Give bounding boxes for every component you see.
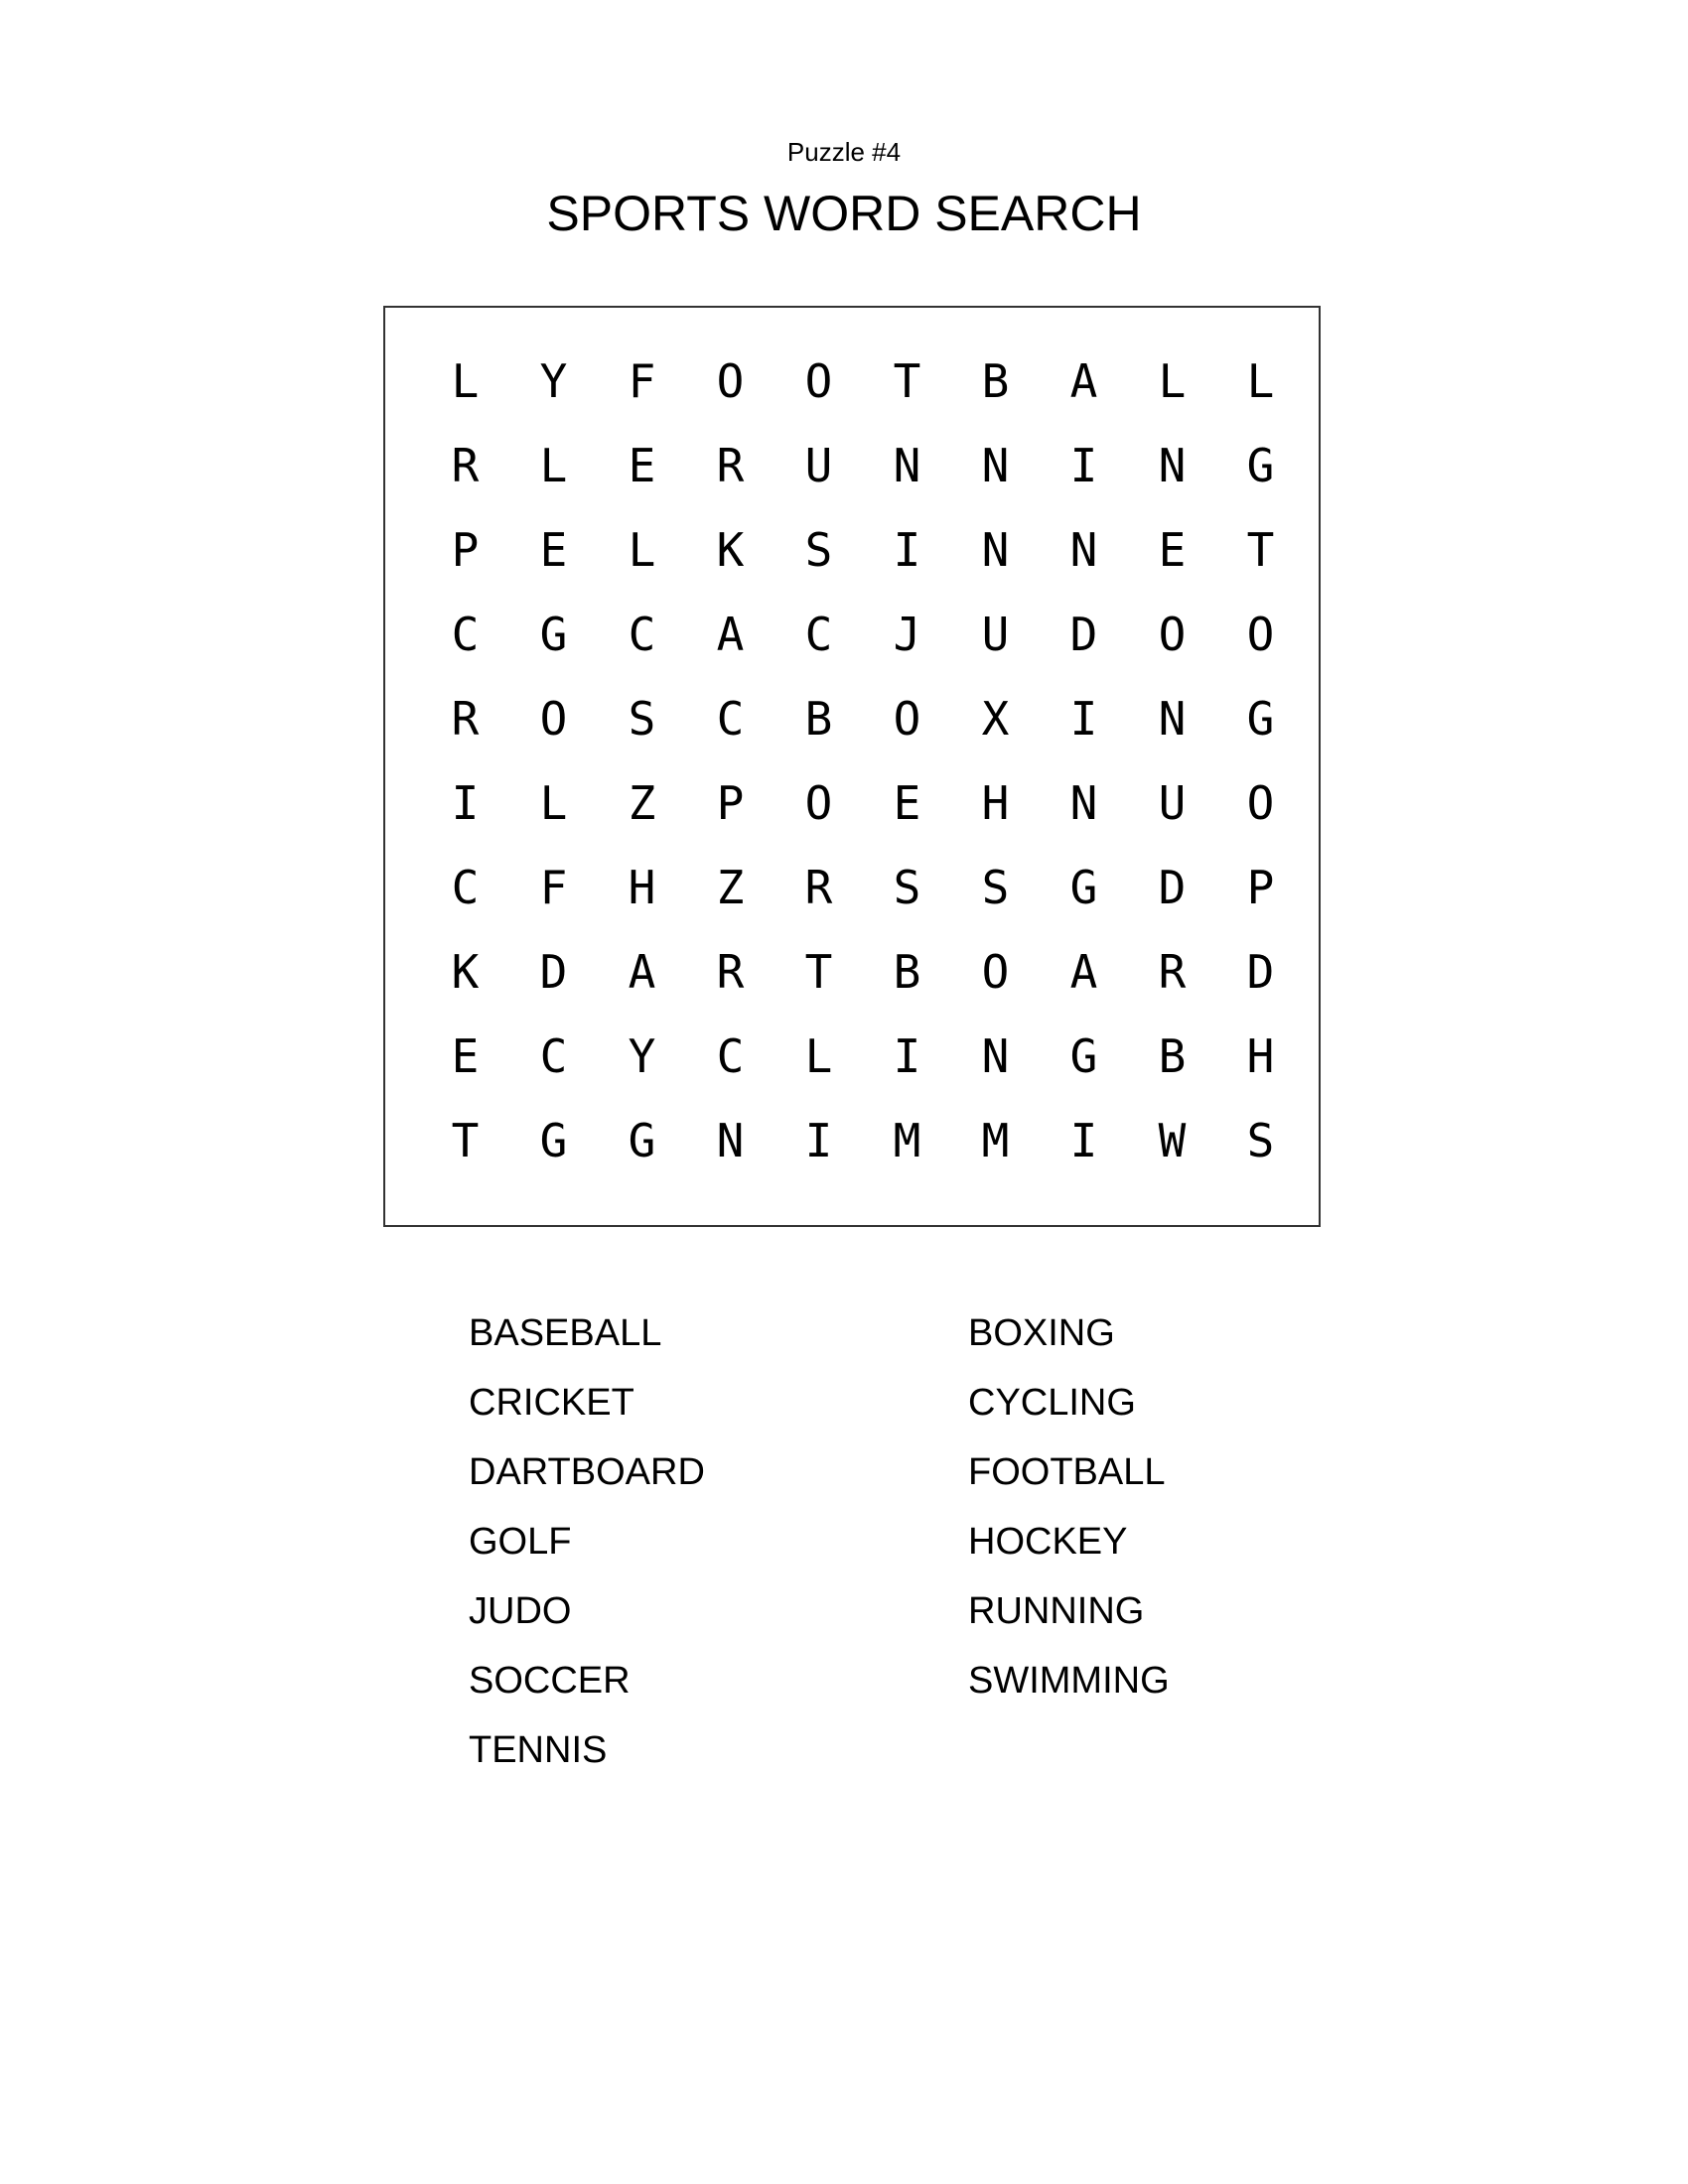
word-list-item: GOLF [469, 1521, 572, 1563]
grid-cell: E [451, 1029, 480, 1083]
grid-cell: X [981, 692, 1010, 746]
grid-cell: R [716, 945, 745, 999]
grid-cell: I [1069, 692, 1098, 746]
grid-cell: H [981, 776, 1010, 830]
grid-cell: I [451, 776, 480, 830]
grid-row [421, 1099, 1305, 1183]
grid-cell: N [1069, 776, 1098, 830]
grid-cell: H [1246, 1029, 1275, 1083]
grid-cell: H [628, 861, 656, 914]
grid-cell: G [1069, 861, 1098, 914]
grid-cell: N [716, 1114, 745, 1167]
letter-grid [421, 340, 1305, 1183]
word-list-left-column [469, 1298, 705, 1785]
grid-cell: C [628, 608, 656, 661]
grid-cell: I [804, 1114, 833, 1167]
grid-cell: P [1246, 861, 1275, 914]
grid-row [421, 761, 1305, 846]
grid-cell: O [716, 354, 745, 408]
word-list-right-column [968, 1298, 1170, 1715]
grid-cell: L [539, 439, 568, 492]
grid-cell: L [1158, 354, 1187, 408]
word-list-item: SOCCER [469, 1660, 631, 1702]
grid-row [421, 1015, 1305, 1099]
grid-cell: I [893, 1029, 921, 1083]
grid-cell: S [1246, 1114, 1275, 1167]
grid-cell: O [893, 692, 921, 746]
grid-cell: T [1246, 523, 1275, 577]
puzzle-number: Puzzle #4 [786, 137, 902, 167]
page-title: SPORTS WORD SEARCH [546, 186, 1142, 241]
grid-cell: N [981, 523, 1010, 577]
word-list-item: BOXING [968, 1312, 1115, 1354]
grid-cell: L [539, 776, 568, 830]
grid-cell: E [893, 776, 921, 830]
grid-cell: B [981, 354, 1010, 408]
grid-cell: D [1069, 608, 1098, 661]
word-list-item: CRICKET [469, 1382, 634, 1424]
grid-cell: R [451, 692, 480, 746]
grid-cell: R [451, 439, 480, 492]
grid-cell: R [804, 861, 833, 914]
grid-row [421, 508, 1305, 593]
grid-row [421, 846, 1305, 930]
grid-cell: K [451, 945, 480, 999]
grid-cell: L [628, 523, 656, 577]
grid-cell: C [716, 692, 745, 746]
grid-cell: M [893, 1114, 921, 1167]
grid-cell: O [1246, 608, 1275, 661]
grid-cell: T [451, 1114, 480, 1167]
grid-cell: B [1158, 1029, 1187, 1083]
grid-cell: N [1158, 439, 1187, 492]
grid-cell: F [539, 861, 568, 914]
grid-cell: P [451, 523, 480, 577]
grid-cell: I [893, 523, 921, 577]
grid-cell: O [539, 692, 568, 746]
grid-cell: U [804, 439, 833, 492]
grid-cell: L [804, 1029, 833, 1083]
grid-cell: L [1246, 354, 1275, 408]
grid-cell: I [1069, 1114, 1098, 1167]
grid-cell: U [981, 608, 1010, 661]
grid-cell: G [1069, 1029, 1098, 1083]
grid-cell: C [539, 1029, 568, 1083]
grid-cell: C [451, 608, 480, 661]
grid-cell: G [539, 1114, 568, 1167]
word-list-item: DARTBOARD [469, 1451, 705, 1493]
grid-cell: O [1158, 608, 1187, 661]
grid-cell: G [1246, 439, 1275, 492]
grid-cell: M [981, 1114, 1010, 1167]
word-list-item: RUNNING [968, 1590, 1145, 1632]
grid-row [421, 424, 1305, 508]
grid-cell: N [1158, 692, 1187, 746]
grid-cell: N [981, 439, 1010, 492]
grid-cell: O [1246, 776, 1275, 830]
grid-cell: S [981, 861, 1010, 914]
grid-cell: J [893, 608, 921, 661]
grid-cell: S [628, 692, 656, 746]
word-list-item: HOCKEY [968, 1521, 1128, 1563]
grid-cell: W [1158, 1114, 1187, 1167]
grid-cell: E [1158, 523, 1187, 577]
grid-cell: A [1069, 354, 1098, 408]
grid-cell: K [716, 523, 745, 577]
grid-cell: C [716, 1029, 745, 1083]
word-list-item: JUDO [469, 1590, 572, 1632]
grid-cell: E [539, 523, 568, 577]
grid-cell: N [981, 1029, 1010, 1083]
grid-cell: Z [628, 776, 656, 830]
grid-cell: E [628, 439, 656, 492]
grid-cell: C [804, 608, 833, 661]
grid-cell: G [628, 1114, 656, 1167]
word-list-item: CYCLING [968, 1382, 1136, 1424]
grid-cell: D [1158, 861, 1187, 914]
grid-cell: O [981, 945, 1010, 999]
word-list-item: FOOTBALL [968, 1451, 1166, 1493]
grid-cell: R [1158, 945, 1187, 999]
grid-cell: O [804, 776, 833, 830]
grid-cell: A [1069, 945, 1098, 999]
grid-row [421, 677, 1305, 761]
grid-cell: G [1246, 692, 1275, 746]
grid-cell: B [804, 692, 833, 746]
grid-cell: T [804, 945, 833, 999]
grid-cell: T [893, 354, 921, 408]
grid-row [421, 340, 1305, 424]
grid-cell: Z [716, 861, 745, 914]
grid-cell: G [539, 608, 568, 661]
grid-cell: F [628, 354, 656, 408]
grid-row [421, 930, 1305, 1015]
grid-cell: D [539, 945, 568, 999]
grid-cell: N [893, 439, 921, 492]
word-list-item: SWIMMING [968, 1660, 1170, 1702]
grid-cell: A [628, 945, 656, 999]
grid-cell: Y [539, 354, 568, 408]
grid-cell: S [804, 523, 833, 577]
grid-cell: S [893, 861, 921, 914]
grid-cell: D [1246, 945, 1275, 999]
grid-cell: L [451, 354, 480, 408]
grid-cell: B [893, 945, 921, 999]
grid-cell: R [716, 439, 745, 492]
grid-cell: O [804, 354, 833, 408]
grid-cell: C [451, 861, 480, 914]
word-list-item: TENNIS [469, 1729, 608, 1771]
grid-cell: N [1069, 523, 1098, 577]
grid-row [421, 593, 1305, 677]
word-list-item: BASEBALL [469, 1312, 662, 1354]
grid-cell: I [1069, 439, 1098, 492]
grid-cell: A [716, 608, 745, 661]
grid-cell: U [1158, 776, 1187, 830]
grid-cell: Y [628, 1029, 656, 1083]
grid-cell: P [716, 776, 745, 830]
